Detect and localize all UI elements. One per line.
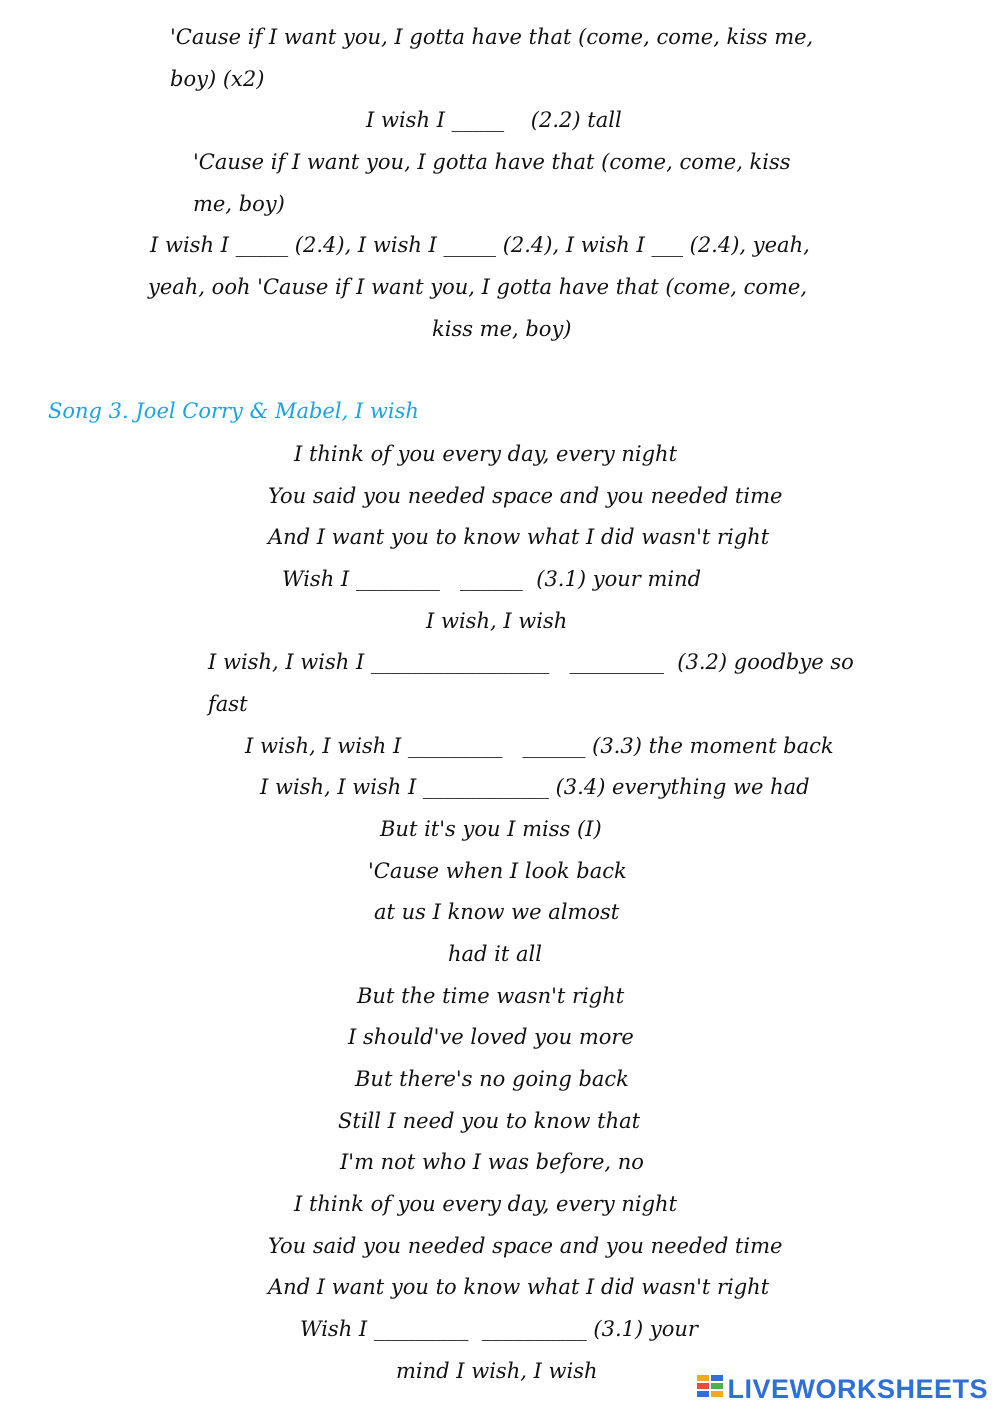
lyric-line: I think of you every day, every night xyxy=(294,442,678,466)
lyric-line: Wish I _________ __________ (3.1) your xyxy=(300,1317,698,1341)
lyric-line: You said you needed space and you needed time xyxy=(268,484,783,508)
lyric-line: But it's you I miss (I) xyxy=(380,817,602,841)
lyric-line: And I want you to know what I did wasn't right xyxy=(268,1275,770,1299)
lyric-line: You said you needed space and you needed time xyxy=(268,1234,783,1258)
lyric-line: 'Cause when I look back xyxy=(368,859,627,883)
lyric-line: I wish, I wish I _________ ______ (3.3) the moment back xyxy=(245,734,834,758)
liveworksheets-logo-icon xyxy=(697,1375,723,1403)
lyric-line: And I want you to know what I did wasn't right xyxy=(268,525,770,549)
lyric-line: I wish I _____ (2.2) tall xyxy=(366,108,622,132)
lyric-line: Wish I ________ ______ (3.1) your mind xyxy=(282,567,702,591)
lyric-line: I wish, I wish I _________________ _________ (3.2) goodbye so xyxy=(208,650,854,674)
lyric-line: at us I know we almost xyxy=(374,900,620,924)
lyric-line: fast xyxy=(208,692,248,716)
lyric-line: 'Cause if I want you, I gotta have that (come, come, kiss xyxy=(193,150,791,174)
lyric-line: I wish, I wish xyxy=(426,609,568,633)
lyric-line: had it all xyxy=(448,942,542,966)
lyric-line: I wish, I wish I ____________ (3.4) everything we had xyxy=(260,775,810,799)
lyric-line: Still I need you to know that xyxy=(338,1109,641,1133)
lyric-line: I should've loved you more xyxy=(348,1025,634,1049)
lyric-line: I'm not who I was before, no xyxy=(340,1150,644,1174)
lyric-line: boy) (x2) xyxy=(170,67,265,91)
song-title: Song 3. Joel Corry & Mabel, I wish xyxy=(48,399,419,423)
lyric-line: I wish I _____ (2.4), I wish I _____ (2.4), I wish I ___ (2.4), yeah, xyxy=(150,233,810,257)
liveworksheets-brand[interactable] xyxy=(697,1372,988,1406)
lyric-line: But the time wasn't right xyxy=(357,984,625,1008)
lyric-line: I think of you every day, every night xyxy=(294,1192,678,1216)
lyric-line: But there's no going back xyxy=(355,1067,629,1091)
lyric-line: mind I wish, I wish xyxy=(396,1359,598,1383)
lyric-line: yeah, ooh 'Cause if I want you, I gotta have that (come, come, xyxy=(148,275,808,299)
lyric-line: kiss me, boy) xyxy=(432,317,572,341)
lyric-line: 'Cause if I want you, I gotta have that (come, come, kiss me, xyxy=(170,25,814,49)
lyric-line: me, boy) xyxy=(193,192,285,216)
liveworksheets-logo-text: LIVEWORKSHEETS xyxy=(727,1373,988,1404)
